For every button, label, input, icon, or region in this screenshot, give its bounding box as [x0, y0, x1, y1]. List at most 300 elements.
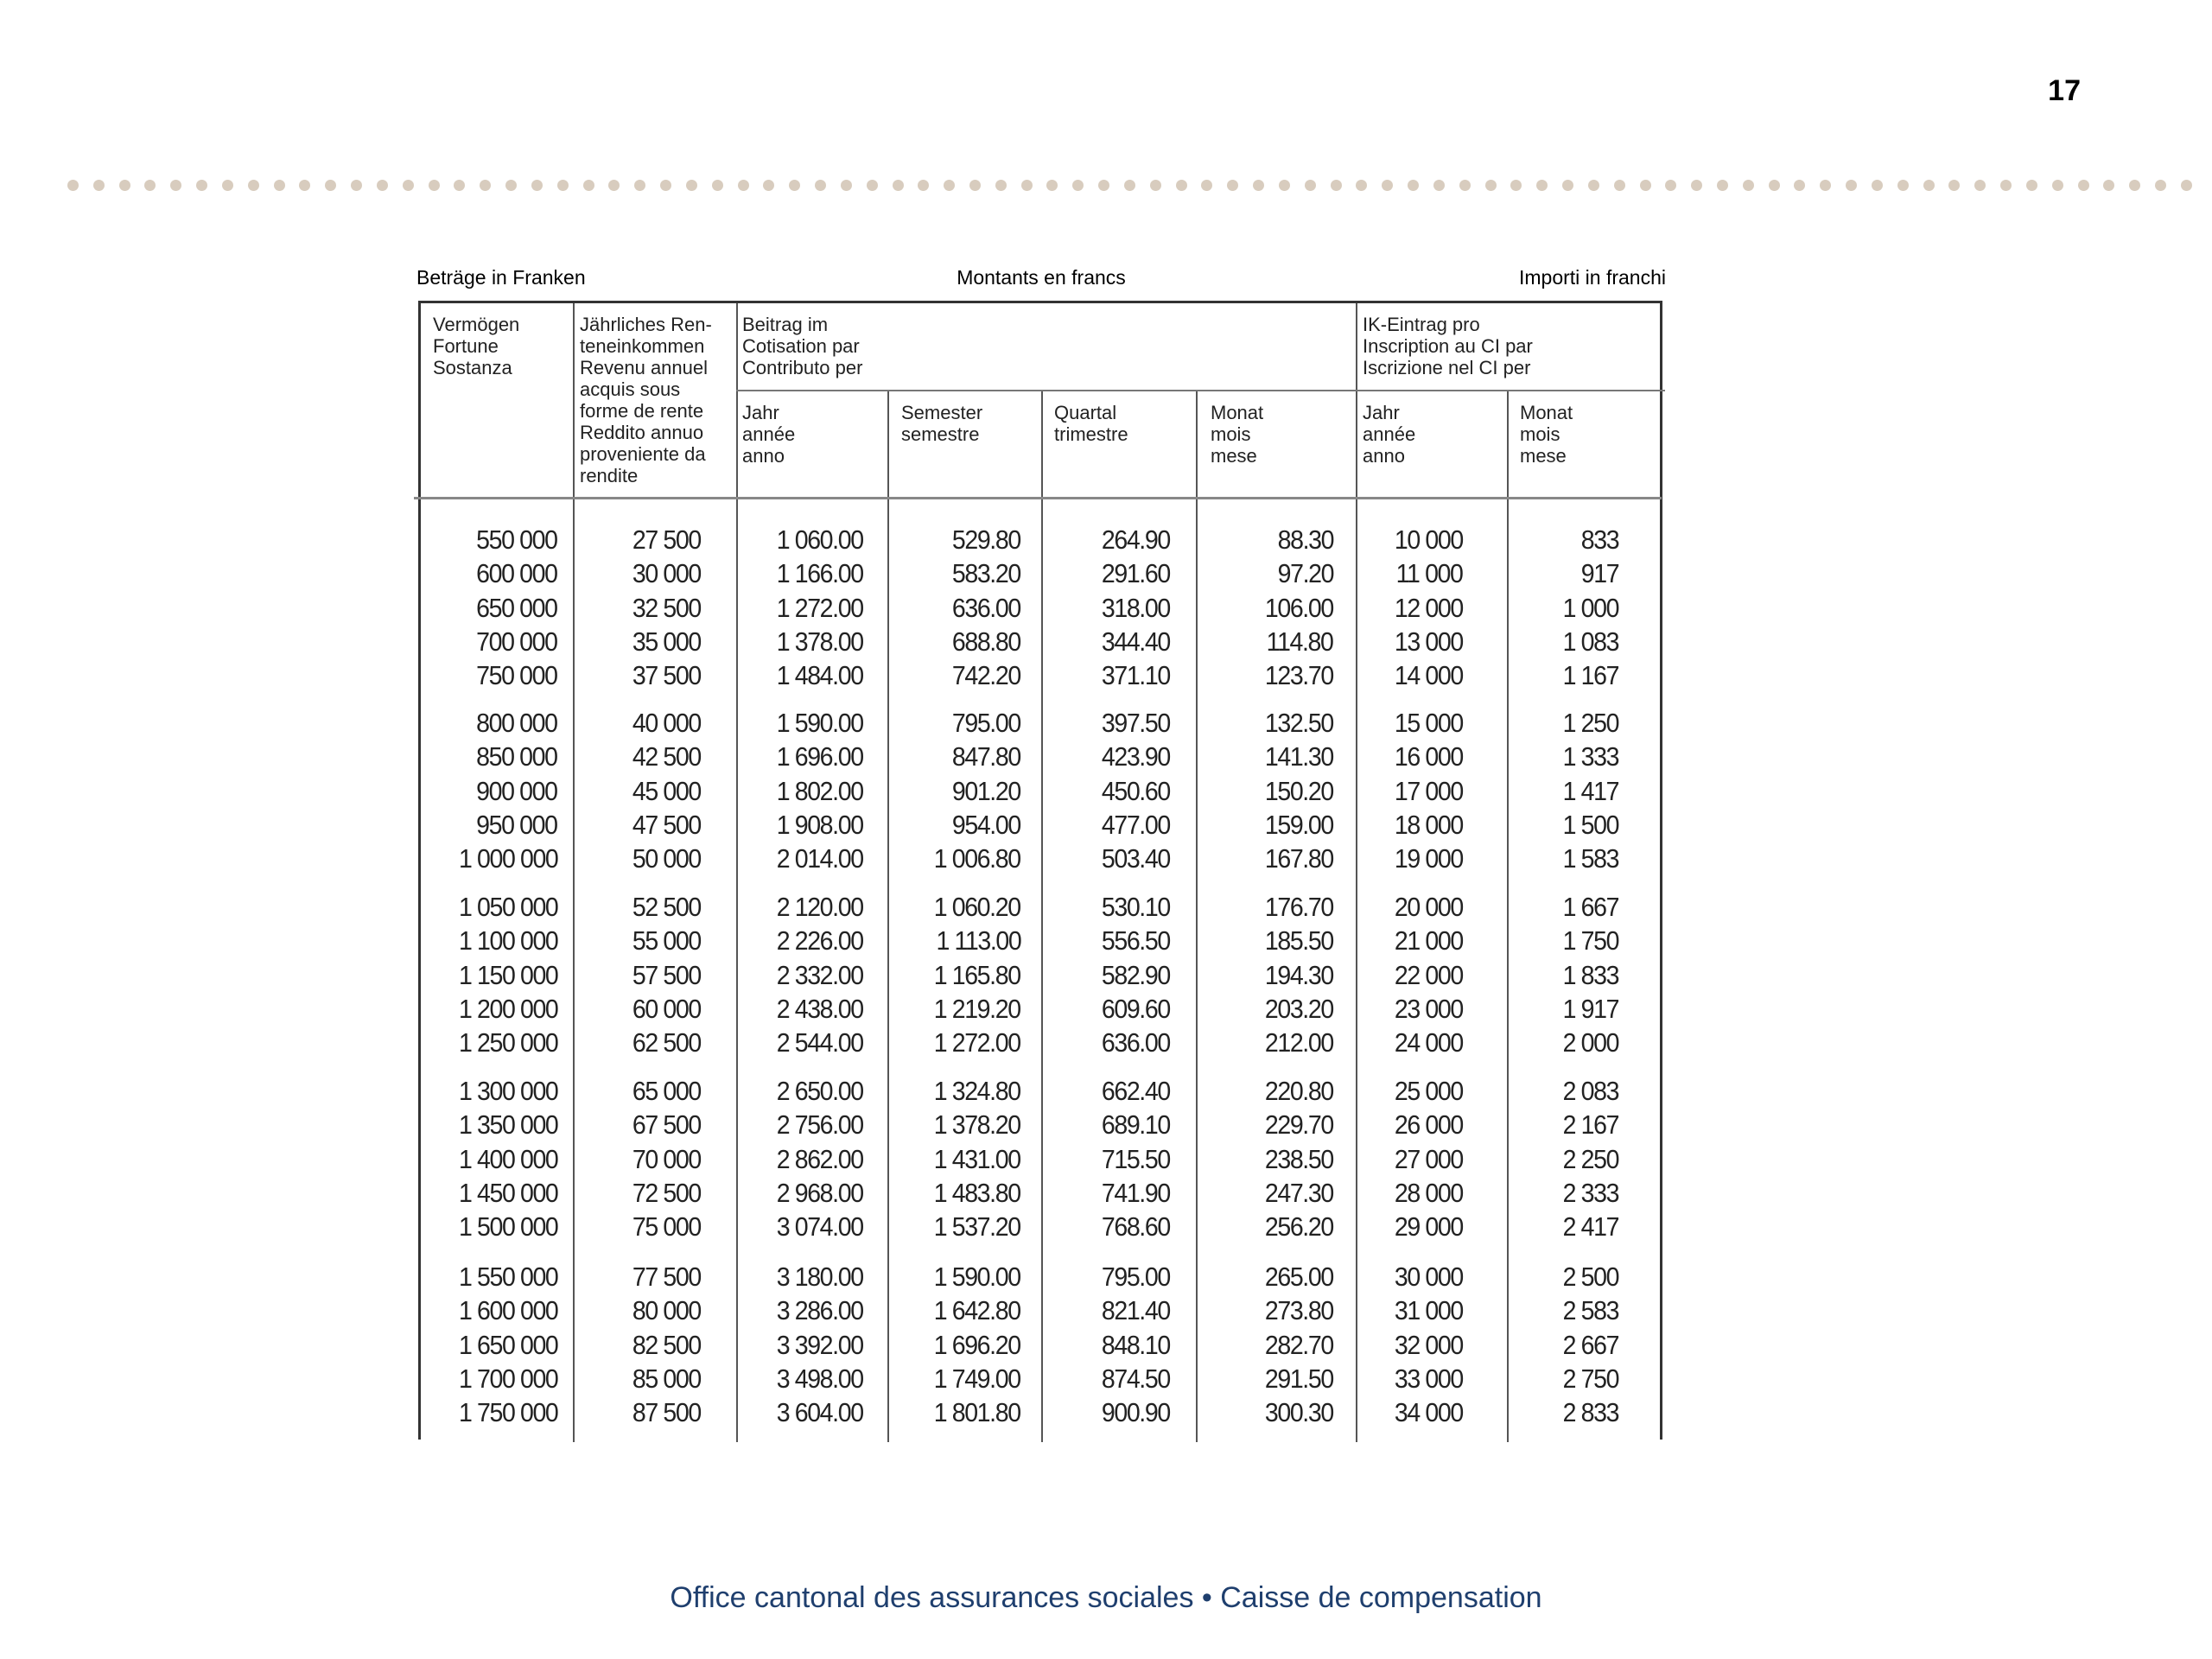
divider-dot — [1201, 180, 1212, 191]
table-cell: 35 000 — [632, 626, 701, 657]
table-cell: 1 060.00 — [777, 524, 863, 555]
table-cell: 27 000 — [1395, 1143, 1463, 1174]
table-cell: 821.40 — [1102, 1295, 1170, 1326]
table-cell: 1 600 000 — [458, 1295, 557, 1326]
header-income: Jährliches Ren- teneinkommen Revenu annuel acquis sous forme de rente Reddito annuo proveniente da rendite — [580, 314, 712, 486]
table-cell: 1 378.20 — [934, 1109, 1020, 1141]
table-cell: 229.70 — [1265, 1109, 1333, 1141]
header-quarter: Quartal trimestre — [1054, 402, 1128, 445]
divider-dot — [403, 180, 414, 191]
table-cell: 1 272.00 — [777, 592, 863, 623]
table-cell: 901.20 — [952, 775, 1020, 806]
divider-dot — [67, 180, 79, 191]
header-ik-month: Monat mois mese — [1520, 402, 1573, 467]
table-cell: 477.00 — [1102, 809, 1170, 840]
divider-dot — [248, 180, 259, 191]
table-cell: 1 537.20 — [934, 1211, 1020, 1243]
table-cell: 2 120.00 — [777, 892, 863, 922]
divider-dot — [454, 180, 465, 191]
table-cell: 1 550 000 — [458, 1262, 557, 1292]
divider-dot — [1382, 180, 1393, 191]
table-cell: 176.70 — [1265, 892, 1333, 922]
table-cell: 582.90 — [1102, 959, 1170, 990]
divider-dot — [1510, 180, 1522, 191]
divider-dot — [1072, 180, 1084, 191]
table-cell: 55 000 — [632, 925, 701, 957]
table-cell: 264.90 — [1102, 524, 1170, 555]
table-cell: 2 583 — [1562, 1295, 1618, 1326]
table-row — [421, 1262, 1660, 1296]
table-cell: 16 000 — [1395, 741, 1463, 772]
divider-dot — [1176, 180, 1187, 191]
table-cell: 28 000 — [1395, 1177, 1463, 1208]
divider-dot — [2129, 180, 2140, 191]
header-bottom-line — [414, 497, 1662, 499]
table-cell: 3 286.00 — [777, 1295, 863, 1326]
divider-dot — [1665, 180, 1676, 191]
table-cell: 1 060.20 — [934, 892, 1020, 922]
divider-dot — [867, 180, 878, 191]
table-cell: 1 166.00 — [777, 558, 863, 589]
divider-dot — [1974, 180, 1986, 191]
table-cell: 1 583 — [1562, 843, 1618, 874]
table-cell: 1 378.00 — [777, 626, 863, 657]
table-cell: 700 000 — [476, 626, 557, 657]
table-cell: 33 000 — [1395, 1363, 1463, 1394]
divider-dot — [144, 180, 156, 191]
table-cell: 1 050 000 — [458, 892, 557, 922]
divider-dot — [1356, 180, 1367, 191]
table-cell: 27 500 — [632, 524, 701, 555]
table-cell: 2 544.00 — [777, 1027, 863, 1058]
table-cell: 1 667 — [1562, 892, 1618, 922]
table-cell: 3 180.00 — [777, 1262, 863, 1292]
table-cell: 29 000 — [1395, 1211, 1463, 1243]
table-row — [421, 1211, 1660, 1246]
table-cell: 13 000 — [1395, 626, 1463, 657]
table-cell: 742.20 — [952, 660, 1020, 691]
divider-dot — [1691, 180, 1702, 191]
table-cell: 1 250 — [1562, 708, 1618, 738]
divider-dot — [2000, 180, 2012, 191]
table-cell: 40 000 — [632, 708, 701, 738]
divider-dot — [944, 180, 955, 191]
table-cell: 530.10 — [1102, 892, 1170, 922]
table-cell: 750 000 — [476, 660, 557, 691]
table-cell: 2 862.00 — [777, 1143, 863, 1174]
table-cell: 72 500 — [632, 1177, 701, 1208]
table-cell: 82 500 — [632, 1329, 701, 1360]
table-cell: 1 350 000 — [458, 1109, 557, 1141]
currency-labels — [416, 266, 1666, 294]
table-cell: 37 500 — [632, 660, 701, 691]
divider-dot — [969, 180, 981, 191]
divider-dot — [1536, 180, 1548, 191]
header-divider — [736, 390, 1665, 391]
divider-dot — [1408, 180, 1419, 191]
divider-dot — [1717, 180, 1728, 191]
table-row — [421, 1076, 1660, 1110]
table-cell: 30 000 — [632, 558, 701, 589]
table-cell: 1 650 000 — [458, 1329, 557, 1360]
divider-dot — [995, 180, 1007, 191]
divider-dot — [1562, 180, 1573, 191]
table-cell: 1 167 — [1562, 660, 1618, 691]
header-contribution: Beitrag im Cotisation par Contributo per — [742, 314, 863, 378]
table-cell: 2 968.00 — [777, 1177, 863, 1208]
table-cell: 23 000 — [1395, 993, 1463, 1024]
table-cell: 450.60 — [1102, 775, 1170, 806]
table-cell: 1 000 — [1562, 592, 1618, 623]
table-row — [421, 1330, 1660, 1364]
table-cell: 25 000 — [1395, 1076, 1463, 1106]
table-cell: 1 749.00 — [934, 1363, 1020, 1394]
table-cell: 1 833 — [1562, 959, 1618, 990]
table-cell: 26 000 — [1395, 1109, 1463, 1141]
divider-dot — [351, 180, 362, 191]
table-cell: 21 000 — [1395, 925, 1463, 957]
divider-dot — [1743, 180, 1754, 191]
table-cell: 1 219.20 — [934, 993, 1020, 1024]
divider-dot — [2052, 180, 2063, 191]
table-row — [421, 660, 1660, 695]
table-cell: 1 000 000 — [458, 843, 557, 874]
table-cell: 848.10 — [1102, 1329, 1170, 1360]
divider-dot — [608, 180, 620, 191]
header-year: Jahr année anno — [742, 402, 796, 467]
table-cell: 247.30 — [1265, 1177, 1333, 1208]
table-row — [421, 1027, 1660, 1062]
table-cell: 77 500 — [632, 1262, 701, 1292]
table-cell: 715.50 — [1102, 1143, 1170, 1174]
table-cell: 70 000 — [632, 1143, 701, 1174]
table-cell: 583.20 — [952, 558, 1020, 589]
header-month: Monat mois mese — [1211, 402, 1264, 467]
table-cell: 256.20 — [1265, 1211, 1333, 1243]
table-cell: 900.90 — [1102, 1397, 1170, 1428]
divider-dot — [1150, 180, 1161, 191]
table-cell: 1 150 000 — [458, 959, 557, 990]
table-cell: 2 014.00 — [777, 843, 863, 874]
divider-dot — [1305, 180, 1316, 191]
table-cell: 795.00 — [1102, 1262, 1170, 1292]
divider-dot — [583, 180, 594, 191]
table-cell: 291.60 — [1102, 558, 1170, 589]
table-cell: 141.30 — [1265, 741, 1333, 772]
contribution-table — [418, 301, 1662, 1440]
table-cell: 291.50 — [1265, 1363, 1333, 1394]
table-cell: 850 000 — [476, 741, 557, 772]
divider-dot — [2026, 180, 2037, 191]
table-cell: 65 000 — [632, 1076, 701, 1106]
table-cell: 62 500 — [632, 1027, 701, 1058]
table-cell: 1 333 — [1562, 741, 1618, 772]
divider-dot — [505, 180, 517, 191]
table-row — [421, 1144, 1660, 1179]
table-cell: 2 438.00 — [777, 993, 863, 1024]
table-cell: 15 000 — [1395, 708, 1463, 738]
divider-dot — [480, 180, 491, 191]
table-cell: 194.30 — [1265, 959, 1333, 990]
table-cell: 688.80 — [952, 626, 1020, 657]
table-row — [421, 558, 1660, 593]
divider-dot — [841, 180, 852, 191]
table-row — [421, 1109, 1660, 1144]
table-cell: 662.40 — [1102, 1076, 1170, 1106]
table-cell: 75 000 — [632, 1211, 701, 1243]
table-cell: 19 000 — [1395, 843, 1463, 874]
table-cell: 1 100 000 — [458, 925, 557, 957]
divider-dot — [1459, 180, 1471, 191]
table-row — [421, 524, 1660, 559]
divider-dot — [738, 180, 749, 191]
table-row — [421, 843, 1660, 878]
table-cell: 950 000 — [476, 809, 557, 840]
table-row — [421, 1295, 1660, 1330]
table-row — [421, 994, 1660, 1028]
table-cell: 847.80 — [952, 741, 1020, 772]
table-cell: 1 450 000 — [458, 1177, 557, 1208]
divider-dot — [918, 180, 929, 191]
table-cell: 1 500 — [1562, 809, 1618, 840]
divider-dot — [1897, 180, 1909, 191]
table-cell: 1 750 — [1562, 925, 1618, 957]
divider-dot — [1948, 180, 1960, 191]
table-cell: 212.00 — [1265, 1027, 1333, 1058]
divider-dot — [686, 180, 697, 191]
table-cell: 32 500 — [632, 592, 701, 623]
table-cell: 18 000 — [1395, 809, 1463, 840]
divider-dot — [1279, 180, 1290, 191]
table-row — [421, 1363, 1660, 1398]
divider-dot — [1253, 180, 1264, 191]
page-number: 17 — [2048, 74, 2081, 107]
table-cell: 636.00 — [952, 592, 1020, 623]
divider-dot — [2181, 180, 2192, 191]
divider-dot — [196, 180, 207, 191]
table-row — [421, 626, 1660, 661]
dotted-divider — [67, 175, 2193, 195]
table-cell: 318.00 — [1102, 592, 1170, 623]
divider-dot — [1046, 180, 1058, 191]
divider-dot — [557, 180, 569, 191]
table-cell: 2 167 — [1562, 1109, 1618, 1141]
table-cell: 874.50 — [1102, 1363, 1170, 1394]
divider-dot — [1820, 180, 1831, 191]
table-cell: 80 000 — [632, 1295, 701, 1326]
divider-dot — [93, 180, 105, 191]
divider-dot — [119, 180, 130, 191]
table-cell: 900 000 — [476, 775, 557, 806]
table-cell: 22 000 — [1395, 959, 1463, 990]
table-row — [421, 593, 1660, 627]
divider-dot — [1794, 180, 1805, 191]
table-cell: 689.10 — [1102, 1109, 1170, 1141]
divider-dot — [1098, 180, 1109, 191]
table-cell: 3 074.00 — [777, 1211, 863, 1243]
table-cell: 800 000 — [476, 708, 557, 738]
divider-dot — [1331, 180, 1342, 191]
divider-dot — [1485, 180, 1497, 191]
table-cell: 2 667 — [1562, 1329, 1618, 1360]
table-cell: 795.00 — [952, 708, 1020, 738]
table-cell: 30 000 — [1395, 1262, 1463, 1292]
table-cell: 2 417 — [1562, 1211, 1618, 1243]
table-cell: 741.90 — [1102, 1177, 1170, 1208]
table-cell: 265.00 — [1265, 1262, 1333, 1292]
divider-dot — [893, 180, 904, 191]
divider-dot — [1846, 180, 1857, 191]
table-cell: 2 750 — [1562, 1363, 1618, 1394]
table-cell: 2 333 — [1562, 1177, 1618, 1208]
table-cell: 917 — [1580, 558, 1618, 589]
table-cell: 10 000 — [1395, 524, 1463, 555]
table-row — [421, 960, 1660, 995]
table-cell: 132.50 — [1265, 708, 1333, 738]
table-cell: 2 332.00 — [777, 959, 863, 990]
table-cell: 2 000 — [1562, 1027, 1618, 1058]
divider-dot — [1124, 180, 1135, 191]
table-cell: 3 604.00 — [777, 1397, 863, 1428]
table-cell: 67 500 — [632, 1109, 701, 1141]
table-cell: 1 917 — [1562, 993, 1618, 1024]
table-cell: 1 590.00 — [934, 1262, 1020, 1292]
table-cell: 344.40 — [1102, 626, 1170, 657]
divider-dot — [1021, 180, 1033, 191]
table-cell: 2 250 — [1562, 1143, 1618, 1174]
table-row — [421, 776, 1660, 810]
divider-dot — [377, 180, 388, 191]
table-cell: 45 000 — [632, 775, 701, 806]
table-cell: 550 000 — [476, 524, 557, 555]
table-cell: 1 324.80 — [934, 1076, 1020, 1106]
table-cell: 1 801.80 — [934, 1397, 1020, 1428]
table-cell: 42 500 — [632, 741, 701, 772]
table-cell: 1 165.80 — [934, 959, 1020, 990]
divider-dot — [2103, 180, 2114, 191]
table-cell: 1 300 000 — [458, 1076, 557, 1106]
table-row — [421, 708, 1660, 742]
table-cell: 24 000 — [1395, 1027, 1463, 1058]
table-cell: 609.60 — [1102, 993, 1170, 1024]
divider-dot — [531, 180, 543, 191]
divider-dot — [429, 180, 440, 191]
table-cell: 2 500 — [1562, 1262, 1618, 1292]
table-row — [421, 1178, 1660, 1212]
divider-dot — [789, 180, 800, 191]
table-cell: 1 400 000 — [458, 1143, 557, 1174]
table-row — [421, 741, 1660, 776]
table-cell: 203.20 — [1265, 993, 1333, 1024]
divider-dot — [634, 180, 645, 191]
footer-text: Office cantonal des assurances sociales • Caisse de compensation — [670, 1581, 1542, 1614]
table-cell: 20 000 — [1395, 892, 1463, 922]
label-german: Beträge in Franken — [416, 266, 586, 289]
divider-dot — [299, 180, 310, 191]
table-cell: 1 431.00 — [934, 1143, 1020, 1174]
table-cell: 1 908.00 — [777, 809, 863, 840]
table-cell: 150.20 — [1265, 775, 1333, 806]
table-cell: 650 000 — [476, 592, 557, 623]
table-cell: 600 000 — [476, 558, 557, 589]
divider-dot — [325, 180, 336, 191]
table-cell: 1 484.00 — [777, 660, 863, 691]
table-row — [421, 810, 1660, 844]
divider-dot — [660, 180, 671, 191]
table-cell: 14 000 — [1395, 660, 1463, 691]
table-cell: 2 650.00 — [777, 1076, 863, 1106]
table-cell: 1 696.00 — [777, 741, 863, 772]
table-cell: 57 500 — [632, 959, 701, 990]
header-wealth: Vermögen Fortune Sostanza — [433, 314, 520, 378]
header-semester: Semester semestre — [901, 402, 983, 445]
divider-dot — [763, 180, 774, 191]
divider-dot — [222, 180, 233, 191]
table-cell: 1 696.20 — [934, 1329, 1020, 1360]
table-cell: 185.50 — [1265, 925, 1333, 957]
divider-dot — [1227, 180, 1238, 191]
label-italian: Importi in franchi — [1518, 266, 1666, 289]
table-cell: 60 000 — [632, 993, 701, 1024]
table-cell: 2 083 — [1562, 1076, 1618, 1106]
table-cell: 85 000 — [632, 1363, 701, 1394]
table-cell: 2 756.00 — [777, 1109, 863, 1141]
table-cell: 1 006.80 — [934, 843, 1020, 874]
header-ik-year: Jahr année anno — [1363, 402, 1416, 467]
table-row — [421, 1397, 1660, 1432]
table-cell: 1 250 000 — [458, 1027, 557, 1058]
divider-dot — [1614, 180, 1625, 191]
table-cell: 47 500 — [632, 809, 701, 840]
table-cell: 636.00 — [1102, 1027, 1170, 1058]
table-cell: 371.10 — [1102, 660, 1170, 691]
divider-dot — [1923, 180, 1935, 191]
table-row — [421, 892, 1660, 926]
table-cell: 114.80 — [1267, 626, 1333, 657]
table-cell: 1 200 000 — [458, 993, 557, 1024]
table-cell: 2 226.00 — [777, 925, 863, 957]
table-cell: 1 483.80 — [934, 1177, 1020, 1208]
table-cell: 1 113.00 — [936, 925, 1020, 957]
table-cell: 238.50 — [1265, 1143, 1333, 1174]
table-cell: 159.00 — [1265, 809, 1333, 840]
table-cell: 1 590.00 — [777, 708, 863, 738]
table-cell: 17 000 — [1395, 775, 1463, 806]
table-cell: 3 392.00 — [777, 1329, 863, 1360]
table-cell: 1 750 000 — [458, 1397, 557, 1428]
table-row — [421, 925, 1660, 960]
table-cell: 220.80 — [1265, 1076, 1333, 1106]
divider-dot — [274, 180, 285, 191]
table-cell: 833 — [1580, 524, 1618, 555]
table-cell: 50 000 — [632, 843, 701, 874]
divider-dot — [170, 180, 181, 191]
table-cell: 1 417 — [1562, 775, 1618, 806]
divider-dot — [712, 180, 723, 191]
divider-dot — [1872, 180, 1883, 191]
table-cell: 1 272.00 — [934, 1027, 1020, 1058]
table-cell: 503.40 — [1102, 843, 1170, 874]
table-cell: 1 700 000 — [458, 1363, 557, 1394]
divider-dot — [815, 180, 826, 191]
table-cell: 52 500 — [632, 892, 701, 922]
table-cell: 1 642.80 — [934, 1295, 1020, 1326]
table-cell: 556.50 — [1102, 925, 1170, 957]
divider-dot — [1769, 180, 1780, 191]
table-cell: 32 000 — [1395, 1329, 1463, 1360]
table-cell: 88.30 — [1277, 524, 1333, 555]
table-cell: 954.00 — [952, 809, 1020, 840]
